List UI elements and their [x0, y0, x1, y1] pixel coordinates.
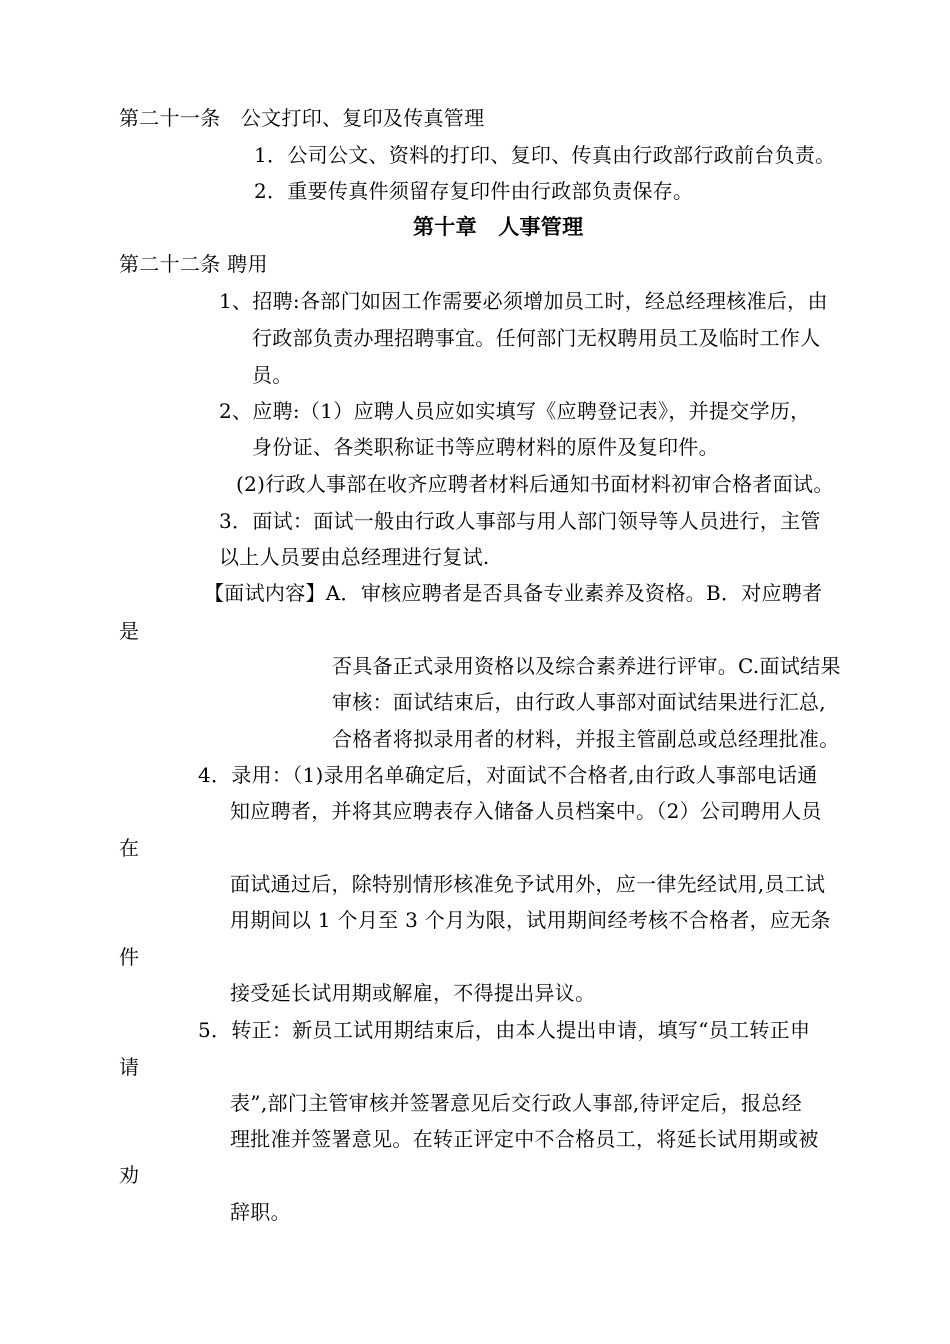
recruit-line-2: 行政部负责办理招聘事宜。任何部门无权聘用员工及临时工作人 — [252, 326, 821, 350]
interview-line-1: 3．面试：面试一般由行政人事部与用人部门领导等人员进行，主管 — [219, 509, 821, 533]
confirm-line-1: 5．转正：新员工试用期结束后，由本人提出申请，填写“员工转正申 — [198, 1018, 811, 1042]
interview-line-2: 以上人员要由总经理进行复试. — [219, 545, 490, 569]
hire-line-1: 4．录用：（1)录用名单确定后，对面试不合格者,由行政人事部电话通 — [198, 763, 818, 787]
recruit-line-1: 1、招聘:各部门如因工作需要必须增加员工时，经总经理核准后，由 — [219, 289, 828, 313]
confirm-line-3: 表”,部门主管审核并签署意见后交行政人事部,待评定后，报总经 — [230, 1091, 802, 1115]
interview-content-line-4: 审核：面试结束后，由行政人事部对面试结果进行汇总, — [332, 690, 826, 714]
apply-line-2: 身份证、各类职称证书等应聘材料的原件及复印件。 — [252, 435, 719, 459]
confirm-line-6: 辞职。 — [230, 1200, 291, 1224]
confirm-line-2: 请 — [119, 1055, 140, 1079]
interview-content-line-2: 是 — [119, 619, 140, 643]
interview-content-line-5: 合格者将拟录用者的材料，并报主管副总或总经理批准。 — [332, 727, 840, 751]
hire-line-7: 接受延长试用期或解雇，不得提出异议。 — [230, 981, 596, 1005]
confirm-line-4: 理批准并签署意见。在转正评定中不合格员工，将延长试用期或被 — [230, 1127, 819, 1151]
hire-line-2: 知应聘者，并将其应聘表存入储备人员档案中。（2）公司聘用人员 — [230, 799, 822, 823]
interview-content-line-3: 否具备正式录用资格以及综合素养进行评审。C.面试结果 — [332, 654, 841, 678]
confirm-line-5: 劝 — [119, 1163, 140, 1187]
hire-line-3: 在 — [119, 836, 140, 860]
recruit-line-3: 员。 — [252, 363, 293, 387]
chapter-10-title: 第十章 人事管理 — [413, 214, 584, 239]
article-21-heading: 第二十一条 公文打印、复印及传真管理 — [119, 106, 485, 130]
article-22-heading: 第二十二条 聘用 — [119, 252, 268, 276]
interview-content-line-1: 【面试内容】A．审核应聘者是否具备专业素养及资格。B．对应聘者 — [204, 581, 823, 605]
hire-line-6: 件 — [119, 945, 140, 969]
apply-line-3: (2)行政人事部在收齐应聘者材料后通知书面材料初审合格者面试。 — [236, 472, 834, 496]
hire-line-4: 面试通过后，除特别情形核准免予试用外，应一律先经试用,员工试 — [230, 872, 826, 896]
article-21-item-2: 2．重要传真件须留存复印件由行政部负责保存。 — [254, 179, 694, 203]
apply-line-1: 2、应聘:（1）应聘人员应如实填写《应聘登记表》，并提交学历， — [219, 399, 811, 423]
article-21-item-1: 1．公司公文、资料的打印、复印、传真由行政部行政前台负责。 — [254, 143, 836, 167]
hire-line-5: 用期间以 1 个月至 3 个月为限，试用期间经考核不合格者，应无条 — [230, 908, 831, 932]
